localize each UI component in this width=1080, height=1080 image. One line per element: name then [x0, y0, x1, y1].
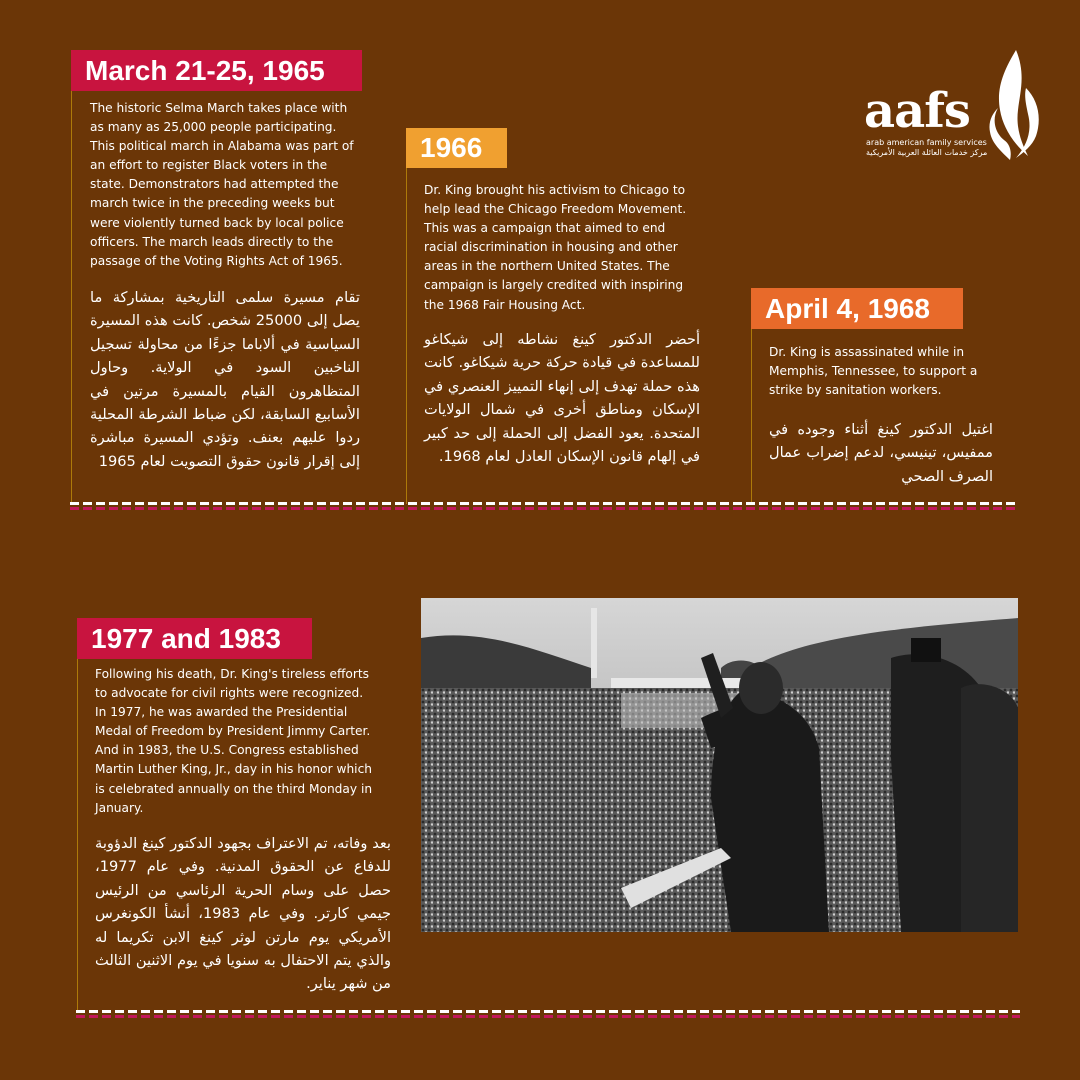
- logo-arabic-name: مركز خدمات العائلة العربية الأمريكية: [866, 148, 988, 157]
- logo-english-name: arab american family services: [866, 138, 987, 147]
- event-arabic-text: أحضر الدكتور كينغ نشاطه إلى شيكاغو للمساعدة في قيادة حركة حرية شيكاغو. كانت هذه حملة تهدف إلى إنهاء التمييز العنصري في الإسكان ومناطق أخرى في شمال الولايات المتحدة. يعود الفضل إلى الحملة إلى حد كبير في إلهام قانون الإسكان العادل لعام 1968.: [424, 331, 700, 466]
- event-date-header: 1966: [406, 128, 507, 168]
- section-divider: [70, 502, 1016, 510]
- event-date-header: March 21-25, 1965: [71, 50, 362, 91]
- event-english-text: Dr. King is assassinated while in Memphis, Tennessee, to support a strike by sanitation workers.: [769, 345, 978, 398]
- event-english-text: Following his death, Dr. King's tireless efforts to advocate for civil rights were recognized. In 1977, he was awarded the Presidential Medal of Freedom by President Jimmy Carter. And in 1983, the U.S. Congress established Martin Luther King, Jr., day in his honor which is celebrated annually on the third Monday in January.: [95, 667, 373, 815]
- timeline-line-4: [77, 620, 78, 1012]
- event-date-header: 1977 and 1983: [77, 618, 312, 659]
- event-english-text: Dr. King brought his activism to Chicago to help lead the Chicago Freedom Movement. This was a campaign that aimed to end racial discrimination in housing and other areas in the northern United States. The campaign is largely credited with inspiring the 1968 Fair Housing Act.: [424, 183, 687, 312]
- section-divider: [76, 1010, 1020, 1018]
- event-english-text: The historic Selma March takes place with as many as 25,000 people participating. This political march in Alabama was part of an effort to register Black voters in the state. Demonstrators had attempted the march twice in the preceding weeks but were violently turned back by local police officers. The march leads directly to the passage of the Voting Rights Act of 1965.: [90, 101, 354, 268]
- event-arabic-text: تقام مسيرة سلمى التاريخية بمشاركة ما يصل إلى 25000 شخص. كانت هذه المسيرة السياسية في ألاباما جزءًا من محاولة تسجيل الناخبين السود في الولاية. وحاول المتظاهرون القيام بالمسيرة مرتين في الأسابيع السابقة، لكن ضباط الشرطة المحلية ردوا عليهم بعنف. وتؤدي المسيرة مباشرة إلى إقرار قانون حقوق التصويت لعام 1965: [90, 289, 360, 470]
- march-on-washington-photo: [421, 598, 1018, 932]
- timeline-line-1: [71, 62, 72, 504]
- logo-wordmark: aafs: [864, 83, 970, 139]
- event-date-header: April 4, 1968: [751, 288, 963, 329]
- event-arabic-text: اغتيل الدكتور كينغ أثناء وجوده في ممفيس، تينيسي، لدعم إضراب عمال الصرف الصحي: [769, 421, 993, 485]
- timeline-line-2: [406, 140, 407, 504]
- timeline-line-3: [751, 300, 752, 504]
- aafs-logo: [858, 48, 1048, 168]
- event-arabic-text: بعد وفاته، تم الاعتراف بجهود الدكتور كينغ الدؤوبة للدفاع عن الحقوق المدنية. وفي عام 1977، حصل على وسام الحرية الرئاسي من الرئيس جيمي كارتر. وفي عام 1983، أنشأ الكونغرس الأمريكي يوم مارتن لوثر كينغ الابن تكريما له والذي يتم الاحتفال به سنويا في يوم الاثنين الثالث من شهر يناير.: [95, 835, 392, 993]
